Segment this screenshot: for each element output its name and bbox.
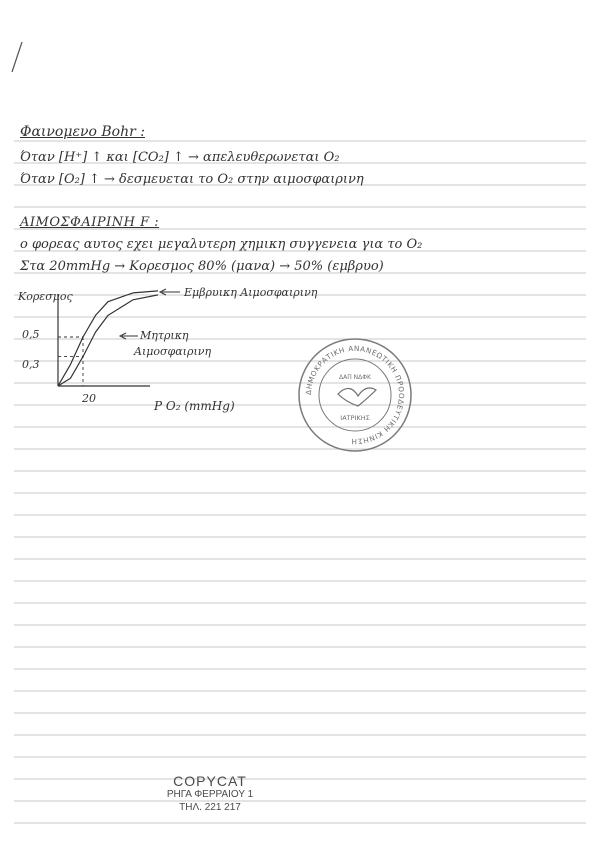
stamp-center-top: ΔΑΠ ΝΔΦΚ bbox=[339, 374, 371, 381]
faculty-stamp bbox=[296, 336, 414, 454]
stamp-center-bottom: ΙΑΤΡΙΚΗΣ bbox=[340, 414, 370, 422]
section-heading: ΑΙΜΟΣΦΑΙΡΙΝΗ F : bbox=[20, 215, 160, 230]
annotation-maternal-2: Αιμοσφαιρινη bbox=[134, 345, 212, 358]
annotation-fetal: Εμβρυικη Αιμοσφαιρινη bbox=[184, 286, 318, 299]
stamp-ring-text: ΔΗΜΟΚΡΑΤΙΚΗ ΑΝΑΝΕΩΤΙΚΗ ΠΡΟΟΔΕΥΤΙΚΗ ΚΙΝΗΣΗ bbox=[303, 343, 407, 447]
bird-icon bbox=[338, 388, 376, 406]
x-axis-label: P O₂ (mmHg) bbox=[154, 399, 235, 413]
footer-phone: ΤΗΛ. 221 217 bbox=[179, 802, 241, 813]
note-line-3: ο φορεας αυτος εχει μεγαλυτερη χημικη συγγενεια για το O₂ bbox=[20, 237, 423, 252]
footer-address: ΡΗΓΑ ΦΕΡΡΑΙΟΥ 1 bbox=[166, 789, 254, 800]
note-line-2: Όταν [O₂] ↑ → δεσμευεται το O₂ στην αιμοσφαιρινη bbox=[20, 172, 364, 187]
y-axis-label: Κορεσμος bbox=[18, 290, 73, 303]
y-tick-label-1: 0,3 bbox=[22, 358, 40, 371]
note-line-4: Στα 20mmHg → Κορεσμος 80% (μανα) → 50% (εμβρυο) bbox=[20, 259, 384, 274]
x-tick-label-0: 20 bbox=[82, 392, 96, 405]
footer-brand: COPYCAT bbox=[173, 773, 247, 789]
note-line-1: Όταν [H⁺] ↑ και [CO₂] ↑ → απελευθερωνεται O₂ bbox=[20, 150, 340, 165]
y-tick-label-0: 0,5 bbox=[22, 328, 40, 341]
annotation-maternal-1: Μητρικη bbox=[140, 329, 189, 342]
notes-title: Φαινομενο Bohr : bbox=[20, 124, 145, 140]
